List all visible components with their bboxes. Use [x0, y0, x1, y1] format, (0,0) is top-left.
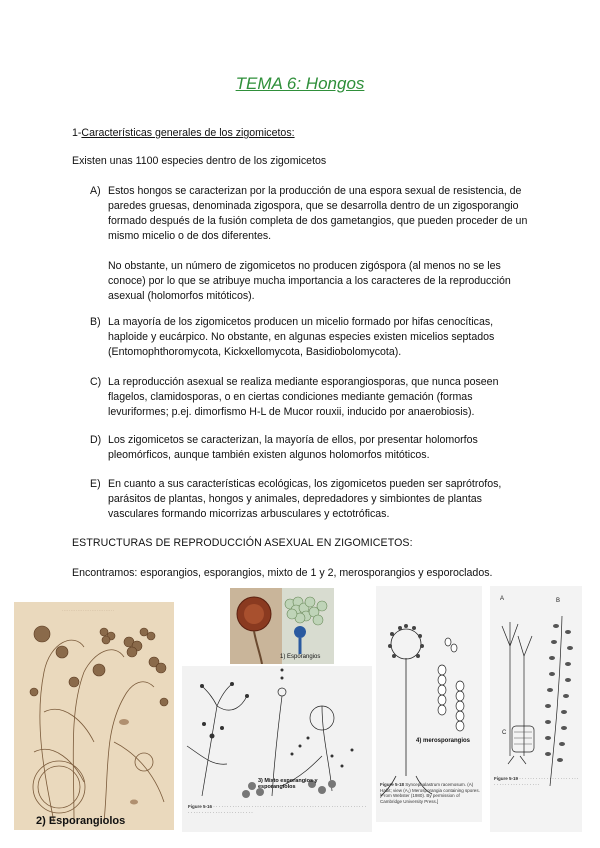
esporangiolos-illustration: [14, 602, 174, 830]
caption-number: Figure 5-18: [380, 782, 405, 787]
list-item-label: E): [90, 478, 101, 490]
figure-merosporangios: [376, 586, 482, 822]
structures-heading: ESTRUCTURAS DE REPRODUCCIÓN ASEXUAL EN ZIGOMICETOS:: [72, 537, 413, 549]
caption-illegible-text: · · · · · · · · · · · · · · · · · · · · · · · · · · · · · · · · · · · · · · · · · · · · · · · · · · · · · · · · · · · · · · · · · · · · · · · · · · · · · · · ·: [188, 804, 366, 815]
plate-header-text: · · · · · · · · · · · · · · · · · · · · · · · · · · · · · ·: [62, 609, 114, 613]
list-item-label: B): [90, 316, 101, 328]
esporoclados-illustration: [490, 586, 582, 832]
section-number: 1-: [72, 127, 82, 139]
list-item-paragraph: En cuanto a sus características ecológicas, los zigomicetos pueden ser saprótrofos, parásitos de plantas, hongos y animales, depredadores y simbiontes de plantas vasculares formando micorrizas arbusculares y ectotróficas.: [108, 478, 502, 520]
caption-text: Syncephalastrum racemosum. (A) Habit; view (A₁) Merosporangia containing spores. [From Webster (1980). By permission of Cambridge University Press.]: [380, 782, 480, 804]
esporangios-micrograph: [230, 588, 334, 664]
list-item-paragraph: La mayoría de los zigomicetos producen un micelio formado por hifas cenocíticas, haploide y eucárpico. No obstante, en algunas especies existen micelios septados (Entomophthoromycota, Kickxellomycota, Basidiobolomycota).: [108, 316, 495, 358]
figure-esporangios: [230, 588, 334, 664]
list-item-paragraph: Los zigomicetos se caracterizan, la mayoría de ellos, por presentar holomorfos pleomórficos, aunque también existen algunos holomorfos mitóticos.: [108, 434, 478, 461]
list-item-a: [90, 184, 530, 304]
list-item-label: C): [90, 376, 102, 388]
caption-number: Figure 5-16: [188, 804, 213, 809]
figure-mixto: [182, 666, 372, 832]
letter-a: A: [500, 596, 505, 602]
figure-label-merosporangios: 4) merosporangios: [416, 738, 471, 744]
letter-c: C: [502, 730, 507, 736]
figure-caption-5-19: [494, 776, 580, 787]
caption-illegible-text: · · · · · · · · · · · · · · · · · · · · · · · · · · · · · · · · · · · · · · ·: [494, 776, 579, 787]
list-item-label: A): [90, 185, 101, 197]
figure-label-esporangiolos: 2) Esporangiolos: [36, 815, 126, 827]
figure-caption-5-16: [188, 804, 366, 815]
list-item-paragraph: La reproducción asexual se realiza mediante esporangiosporas, que nunca poseen flagelos, clamidosporas, o en ciertas condiciones mediante gemación (formas levuriformes; p.ej. dimorfismo H-L de Mucor rouxii, inducido por anaerobiosis).: [108, 376, 499, 418]
figure-label-mixto: 3) Mixto esporangios y esporangiolos: [258, 778, 318, 790]
section-title: Características generales de los zigomicetos:: [81, 127, 295, 139]
figure-caption-5-18: [380, 782, 480, 804]
letter-b: B: [556, 598, 561, 604]
list-item-b: [90, 315, 530, 360]
list-item-e: [90, 477, 530, 522]
figure-esporangiolos: [14, 602, 174, 830]
figure-label-esporangios: 1) Esporangios: [280, 654, 321, 660]
intro-paragraph: Existen unas 1100 especies dentro de los zigomicetos: [72, 155, 327, 167]
list-item-label: D): [90, 434, 102, 446]
list-item-d: [90, 433, 530, 463]
caption-number: Figure 5-19: [494, 776, 519, 781]
list-item-c: [90, 375, 530, 420]
figure-esporoclados: [490, 586, 582, 832]
list-item-paragraph: No obstante, un número de zigomicetos no producen zigóspora (al menos no se les conoce) por lo que se atribuye mucha importancia a los caracteres de la reproducción asexual (holomorfos mitóticos).: [108, 260, 511, 302]
structures-list: Encontramos: esporangios, esporangios, mixto de 1 y 2, merosporangios y esporoclados.: [72, 567, 493, 579]
section-heading: [72, 126, 295, 141]
list-item-paragraph: Estos hongos se caracterizan por la producción de una espora sexual de resistencia, de paredes gruesas, denominada zigospora, que se desarrolla dentro de un zigosporangio formado después de la fusión completa de dos gametangios, que pueden proceder de un mismo micelio o de dos diferentes.: [108, 185, 528, 242]
page-title: TEMA 6: Hongos: [235, 74, 365, 93]
